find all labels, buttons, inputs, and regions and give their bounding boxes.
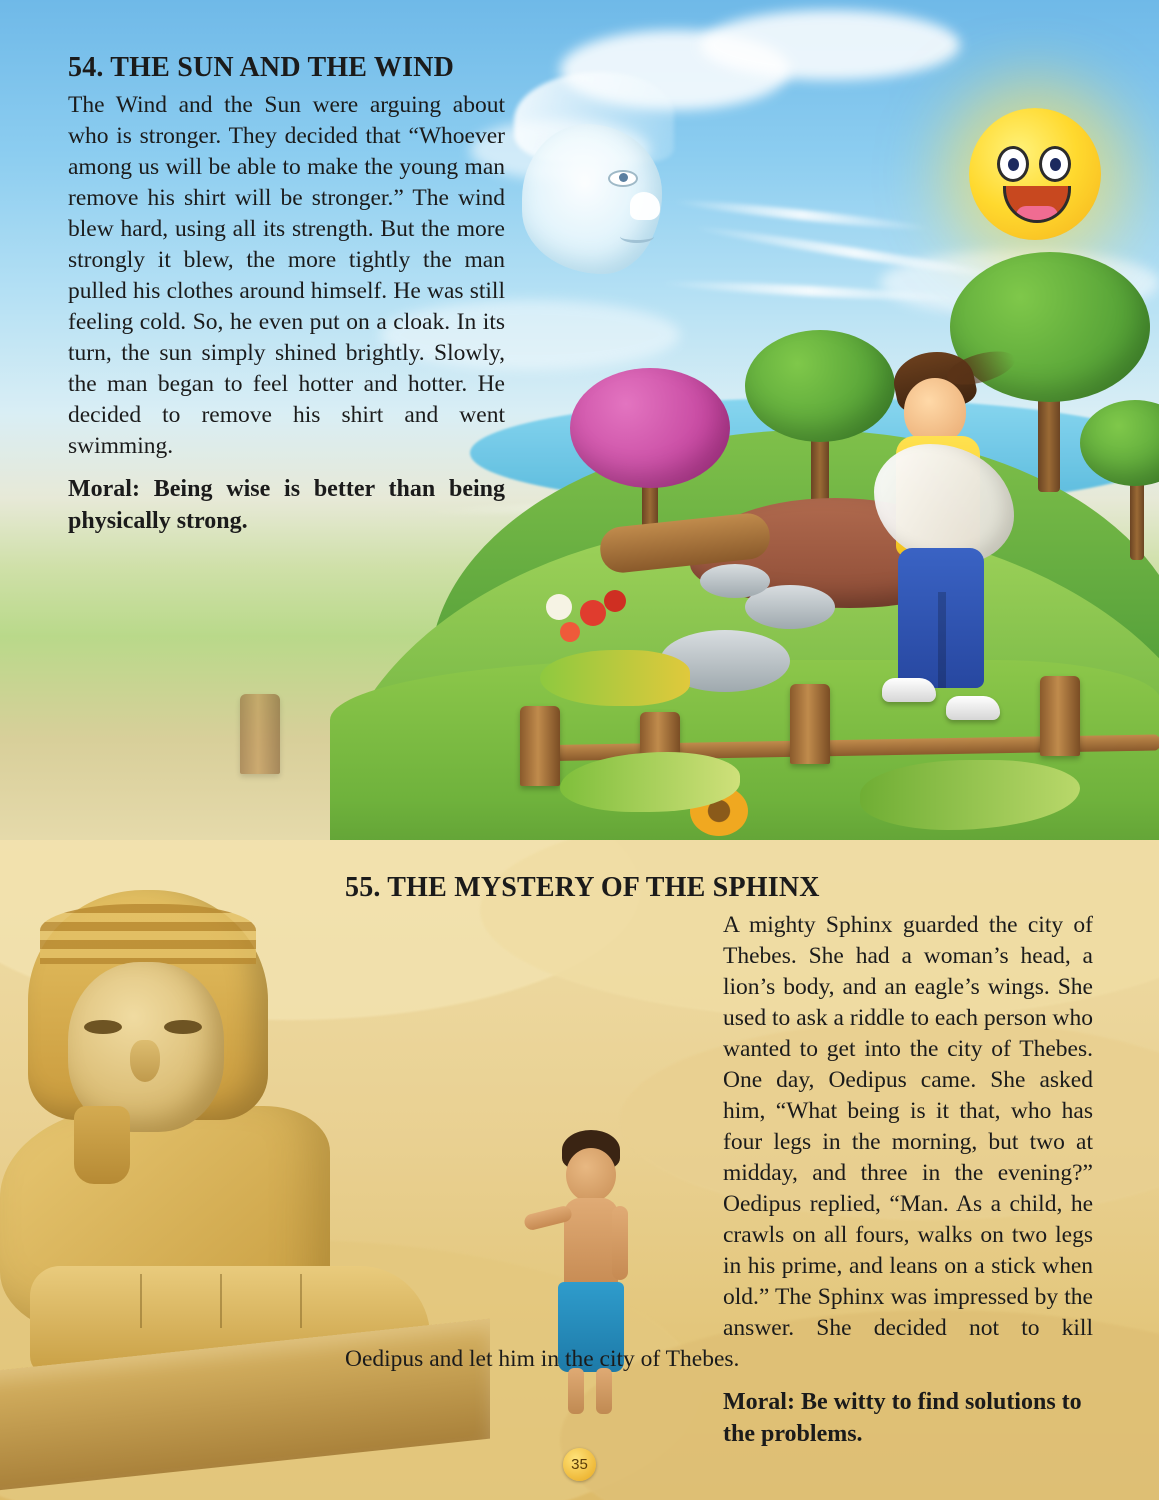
story-54-block (68, 52, 505, 538)
story-55-block (345, 872, 1093, 1451)
fence-post (240, 694, 280, 774)
sphinx-nose (130, 1040, 160, 1082)
wind-lips (620, 230, 654, 243)
boy-leg-gap (938, 592, 946, 688)
sphinx-paw-divider (140, 1274, 142, 1328)
boy-shoe-right (946, 696, 1000, 720)
sphinx-headdress-stripes (40, 904, 256, 964)
sun-eye-left-icon (997, 146, 1029, 182)
boy-shirt-cloth (874, 444, 1014, 564)
wind-character (512, 72, 692, 302)
sphinx-eye-left (84, 1020, 122, 1034)
sun-eye-right-icon (1039, 146, 1071, 182)
story-54-title: 54. THE SUN AND THE WIND (68, 52, 455, 83)
story-54-body: The Wind and the Sun were arguing about who is stronger. They decided that “Whoever among us will be able to make the young man remove his shirt will be stronger.” The wind blew hard, using all its strength. But the more strongly it blew, the more tightly the man pulled his clothes around himself. He was still feeling cold. So, he even put on a cloak. In its turn, the sun simply shined brightly. Slowly, the man began to feel hotter and hotter. He decided to remove his shirt and went swimming. (68, 92, 505, 460)
story-55-moral: Moral: Be witty to find solutions to the problems. (723, 1389, 1082, 1448)
sun-character (969, 108, 1101, 240)
page-number-badge: 35 (563, 1448, 596, 1481)
cloud-shape (700, 10, 960, 80)
sphinx-eye-right (164, 1020, 202, 1034)
flower-petal (604, 590, 626, 612)
sphinx-beard (74, 1106, 130, 1184)
boy-character (860, 352, 1040, 732)
fence-post (1040, 676, 1080, 756)
sun-mouth-icon (1003, 186, 1071, 223)
story-55-title: 55. THE MYSTERY OF THE SPHINX (345, 872, 820, 903)
sphinx-paw-divider (300, 1274, 302, 1328)
flower-cluster (540, 580, 720, 720)
illustration-text-wrap-spacer (345, 1070, 723, 1320)
fence-post (790, 684, 830, 764)
boy-head (904, 378, 966, 444)
flower-petal (546, 594, 572, 620)
story-55-text-wrap (345, 910, 1093, 1451)
tree-green (1080, 400, 1159, 560)
story-54-moral: Moral: Being wise is better than being physically strong. (68, 476, 505, 535)
story-55-body: A mighty Sphinx guarded the city of Thebes. She had a woman’s head, a lion’s body, and an eagle’s wings. She used to ask a riddle to each person who wanted to get into the city of Thebes. One day, Oedipus came. She asked him, “What being is it that, who has four legs in the morning, but two at midday, and three in the evening?” Oedipus replied, “Man. As a child, he crawls on all fours, walks on two legs in his prime, and leans on a stick when old.” The Sphinx was impressed by the answer. She decided not to kill Oedipus and let him in the city of Thebes. (345, 912, 1093, 1373)
leaf-shape (540, 650, 690, 706)
boy-shoe-left (882, 678, 936, 702)
sphinx-paw-divider (220, 1274, 222, 1328)
flower-petal (580, 600, 606, 626)
wind-nose (630, 192, 660, 220)
flower-petal (560, 622, 580, 642)
wind-eye-icon (608, 170, 638, 187)
